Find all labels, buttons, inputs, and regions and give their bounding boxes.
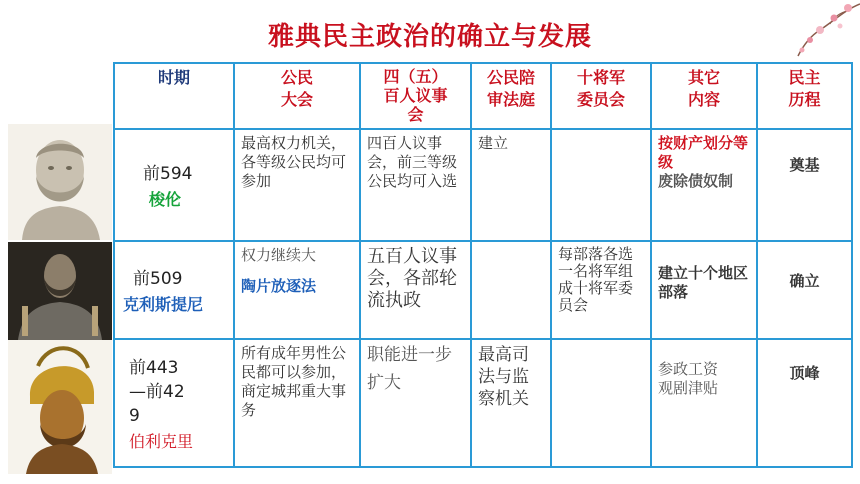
generals-cell — [551, 129, 651, 241]
person-name: 克利斯提尼 — [123, 294, 204, 314]
democracy-table — [113, 62, 853, 468]
plum-blossom-decoration — [790, 0, 860, 60]
assembly-cell: 最高权力机关，各等级公民均可参加 — [234, 129, 360, 241]
other-cell — [651, 339, 757, 467]
page-title: 雅典民主政治的确立与发展 — [267, 22, 592, 52]
court-cell: 最高司法与监察机关 — [471, 339, 551, 467]
stage-cell: 确立 — [757, 241, 852, 339]
stage-cell: 奠基 — [757, 129, 852, 241]
header-council: 四（五） 百人议事 会 — [360, 63, 471, 129]
period-date: 前594 — [143, 163, 193, 184]
period-cell — [114, 241, 234, 339]
header-other: 其它 内容 — [651, 63, 757, 129]
assembly-cell: 所有成年男性公民都可以参加，商定城邦重大事务 — [234, 339, 360, 467]
assembly-cell — [234, 241, 360, 339]
generals-cell: 每部落各选一名将军组成十将军委员会 — [551, 241, 651, 339]
header-generals: 十将军 委员会 — [551, 63, 651, 129]
ostracism-text: 陶片放逐法 — [241, 277, 317, 295]
person-name: 梭伦 — [149, 189, 182, 209]
period-date: 前443—前429 — [129, 357, 185, 426]
table-row — [114, 241, 852, 339]
header-row — [114, 63, 852, 129]
period-cell — [114, 129, 234, 241]
cleisthenes-portrait — [8, 242, 112, 340]
council-cell — [360, 339, 471, 467]
solon-portrait — [8, 124, 112, 240]
court-cell: 建立 — [471, 129, 551, 241]
council-text: 职能进一步 — [367, 345, 452, 365]
generals-cell — [551, 339, 651, 467]
header-stage: 民主 历程 — [757, 63, 852, 129]
pericles-portrait — [8, 340, 112, 474]
period-date: 前509 — [133, 268, 183, 289]
stage-cell: 顶峰 — [757, 339, 852, 467]
other-item: 废除债奴制 — [658, 172, 734, 190]
period-cell — [114, 339, 234, 467]
header-assembly: 公民 大会 — [234, 63, 360, 129]
other-item: 观剧津贴 — [658, 379, 719, 397]
header-court: 公民陪 审法庭 — [471, 63, 551, 129]
table-row — [114, 339, 852, 467]
council-text: 扩大 — [367, 373, 401, 393]
council-cell: 四百人议事会，前三等级公民均可入选 — [360, 129, 471, 241]
table-row — [114, 129, 852, 241]
assembly-text: 权力继续大 — [241, 246, 317, 264]
other-cell — [651, 129, 757, 241]
other-cell: 建立十个地区部落 — [651, 241, 757, 339]
other-item: 按财产划分等级 — [658, 134, 749, 171]
other-item: 参政工资 — [658, 360, 719, 378]
person-name: 伯利克里 — [129, 431, 194, 451]
court-cell — [471, 241, 551, 339]
council-cell: 五百人议事会，各部轮流执政 — [360, 241, 471, 339]
header-period: 时期 — [114, 63, 234, 129]
